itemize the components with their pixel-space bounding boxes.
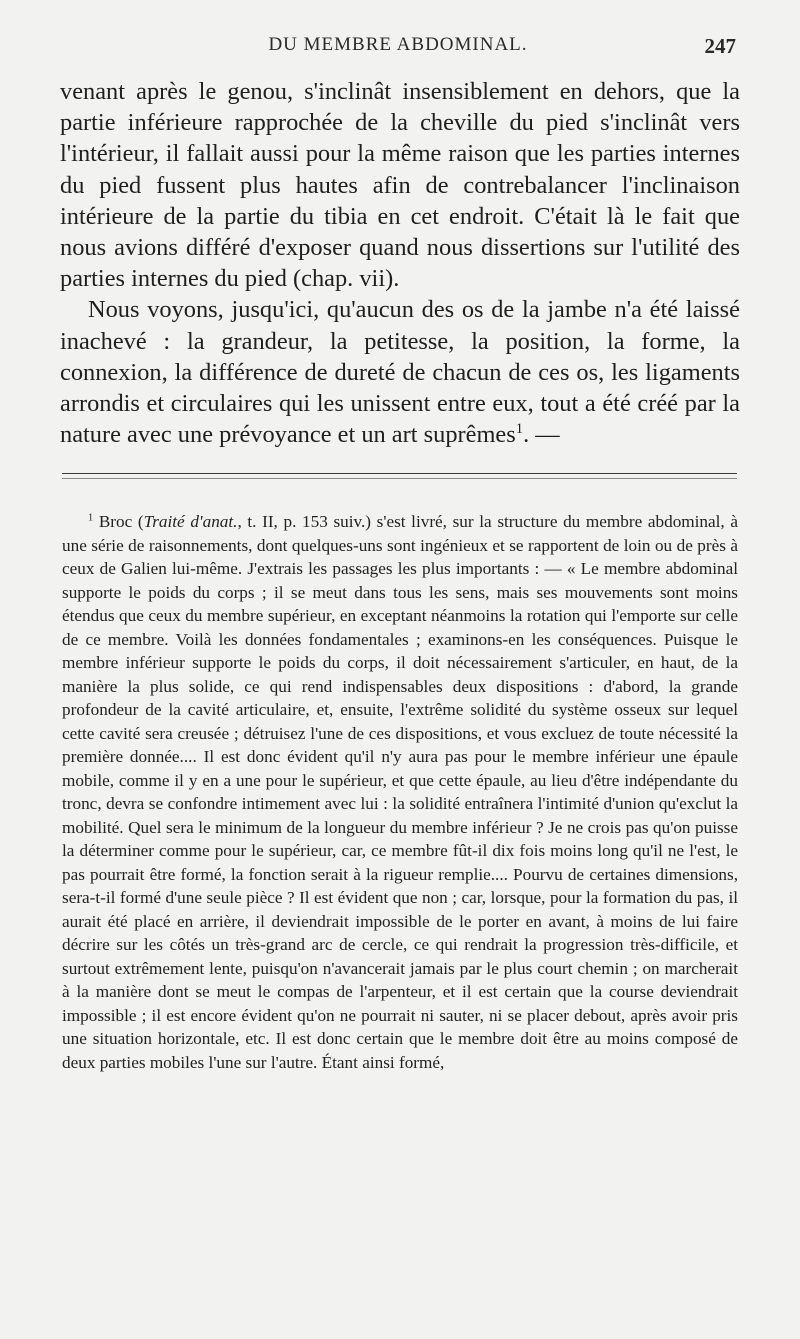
footnote-separator xyxy=(62,473,737,474)
footnote-reference: 1 xyxy=(515,421,524,438)
footnote xyxy=(62,510,738,1074)
paragraph-2-end: . — xyxy=(523,421,560,449)
footnote-author: Broc xyxy=(98,512,133,531)
footnote-text: , t. II, p. 153 suiv.) s'est livré, sur la structure du membre abdominal, à une série de raisonnements, dont quelques-uns sont ingénieux et se rapportent de loin ou de près à ceux de Galien lui-même. J'extrais les passages les plus importants : — « Le membre abdominal supporte le poids du corps ; il se meut dans tous les sens, mais ses mouvements sont moins étendus que ceux du membre supérieur, en exceptant néanmoins la rotation qui l'emporte sur celle de ce membre. Voilà les données fondamentales ; examinons-en les conséquences. Puisque le membre inférieur supporte le poids du corps, il doit nécessairement s'articuler, en haut, de la manière la plus solide, ce qui rend indispensables deux dispositions : d'abord, la grande profondeur de la cavité articulaire, et, ensuite, l'extrême solidité du système osseux sur lequel cette cavité sera creusée ; détruisez l'une de ces dispositions, et vous excluez de toute nécessité la première donnée.... Il est donc évident qu'il n'y aura pas pour le membre inférieur une épaule mobile, comme il y en a une pour le supérieur, et que cette épaule, au lieu d'être indépendante du tronc, devra se confondre intimement avec lui : la solidité entraînera l'intimité d'union qu'exclut la mobilité. Quel sera le minimum de la longueur du membre inférieur ? Je ne crois pas qu'on puisse la déterminer comme pour le supérieur, car, ce membre fût-il dix fois moins long qu'il ne l'est, le pas pourrait être formé, la fonction serait à la rigueur remplie.... Pourvu de certaines dimensions, sera-t-il formé d'une seule pièce ? Il est évident que non ; car, lorsque, pour la formation du pas, il aurait été placé en arrière, il deviendrait impossible de le porter en avant, à moins de lui faire décrire sur les côtés un très-grand arc de cercle, ce qui rendrait la progression très-difficile, et surtout extrêmement lente, puisqu'on n'avancerait jamais par le plus court chemin ; on marcherait à la manière dont se meut le compas de l'arpenteur, et il est certain que la course deviendrait impossible ; il est encore évident qu'on ne pourrait ni sauter, ni se placer debout, après avoir pris une situation horizontale, etc. Il est donc certain que le membre doit être au moins composé de deux parties mobiles l'une sur l'autre. Étant ainsi formé, xyxy=(62,512,739,1072)
running-head xyxy=(60,34,736,64)
running-title: DU MEMBRE ABDOMINAL. xyxy=(268,34,528,55)
footnote-marker: 1 xyxy=(88,512,94,524)
footnote-paragraph: $^1$ Broc (Traité d'anat., t. II, p. 153 suiv.) s'est livré, sur la structure du membre abdominal, à une série de raisonnements, dont quelques-uns sont ingénieux et se rapportent de loin ou de près à ceux de Galien lui-même. J'extrais les passages les plus importants : — « Le membre abdominal supporte le poids du corps ; il se meut dans tous les sens, mais ses mouvements sont moins étendus que ceux du membre supérieur, en exceptant néanmoins la rotation qui l'emporte sur celle de ce membre. Voilà les données fondamentales ; examinons-en les conséquences. Puisque le membre inférieur supporte le poids du corps, il doit nécessairement s'articuler, en haut, de la manière la plus solide, ce qui rend indispensables deux dispositions : d'abord, la grande profondeur de la cavité articulaire, et, ensuite, l'extrême solidité du système osseux sur lequel cette cavité sera creusée ; détruisez l'une de ces dispositions, et vous excluez de toute nécessité la première donnée.... Il est donc évident qu'il n'y aura pas pour le membre inférieur une épaule mobile, comme il y en a une pour le supérieur, et que cette épaule, au lieu d'être indépendante du tronc, devra se confondre intimement avec lui : la solidité entraînera l'intimité d'union qu'exclut la mobilité. Quel sera le minimum de la longueur du membre inférieur ? Je ne crois pas qu'on puisse la déterminer comme pour le supérieur, car, ce membre fût-il dix fois moins long qu'il ne l'est, le pas pourrait être formé, la fonction serait à la rigueur remplie.... Pourvu de certaines dimensions, sera-t-il formé d'une seule pièce ? Il est évident que non ; car, lorsque, pour la formation du pas, il aurait été placé en arrière, il deviendrait impossible de le porter en avant, à moins de lui faire décrire sur les côtés un très-grand arc de cercle, ce qui rendrait la progression très-difficile, et surtout extrêmement lente, puisqu'on n'avancerait jamais par le plus court chemin ; on marcherait à la manière dont se meut le compas de l'arpenteur, et il est certain que la course deviendrait impossible ; il est encore évident qu'on ne pourrait ni sauter, ni se placer debout, après avoir pris une situation horizontale, etc. Il est donc certain que le membre doit être au moins composé de deux parties mobiles l'une sur l'autre. Étant ainsi formé, xyxy=(62,512,739,1072)
page-number: 247 xyxy=(704,34,736,58)
paragraph-1: venant après le genou, s'inclinât insensiblement en dehors, que la partie inférieure rapprochée de la cheville du pied s'inclinât vers l'intérieur, il fallait aussi pour la même raison que les parties internes du pied fussent plus hautes afin de contrebalancer l'inclinaison intérieure de la partie du tibia en cet endroit. C'était là le fait que nous avions différé d'exposer quand nous dissertions sur l'utilité des parties internes du pied (chap. vii). xyxy=(60,78,740,293)
footnote-separator-thin xyxy=(62,478,737,479)
paragraph-2 xyxy=(60,294,740,450)
paragraph-2-text: Nous voyons, jusqu'ici, qu'aucun des os de la jambe n'a été laissé inachevé : la grandeur, la petitesse, la position, la forme, la connexion, la différence de dureté de chacun de ces os, les ligaments arrondis et circulaires qui les unissent entre eux, tout a été créé par la nature avec une prévoyance et un art suprêmes xyxy=(60,296,740,449)
main-text xyxy=(60,76,740,450)
footnote-work-title: Traité d'anat. xyxy=(143,512,238,531)
